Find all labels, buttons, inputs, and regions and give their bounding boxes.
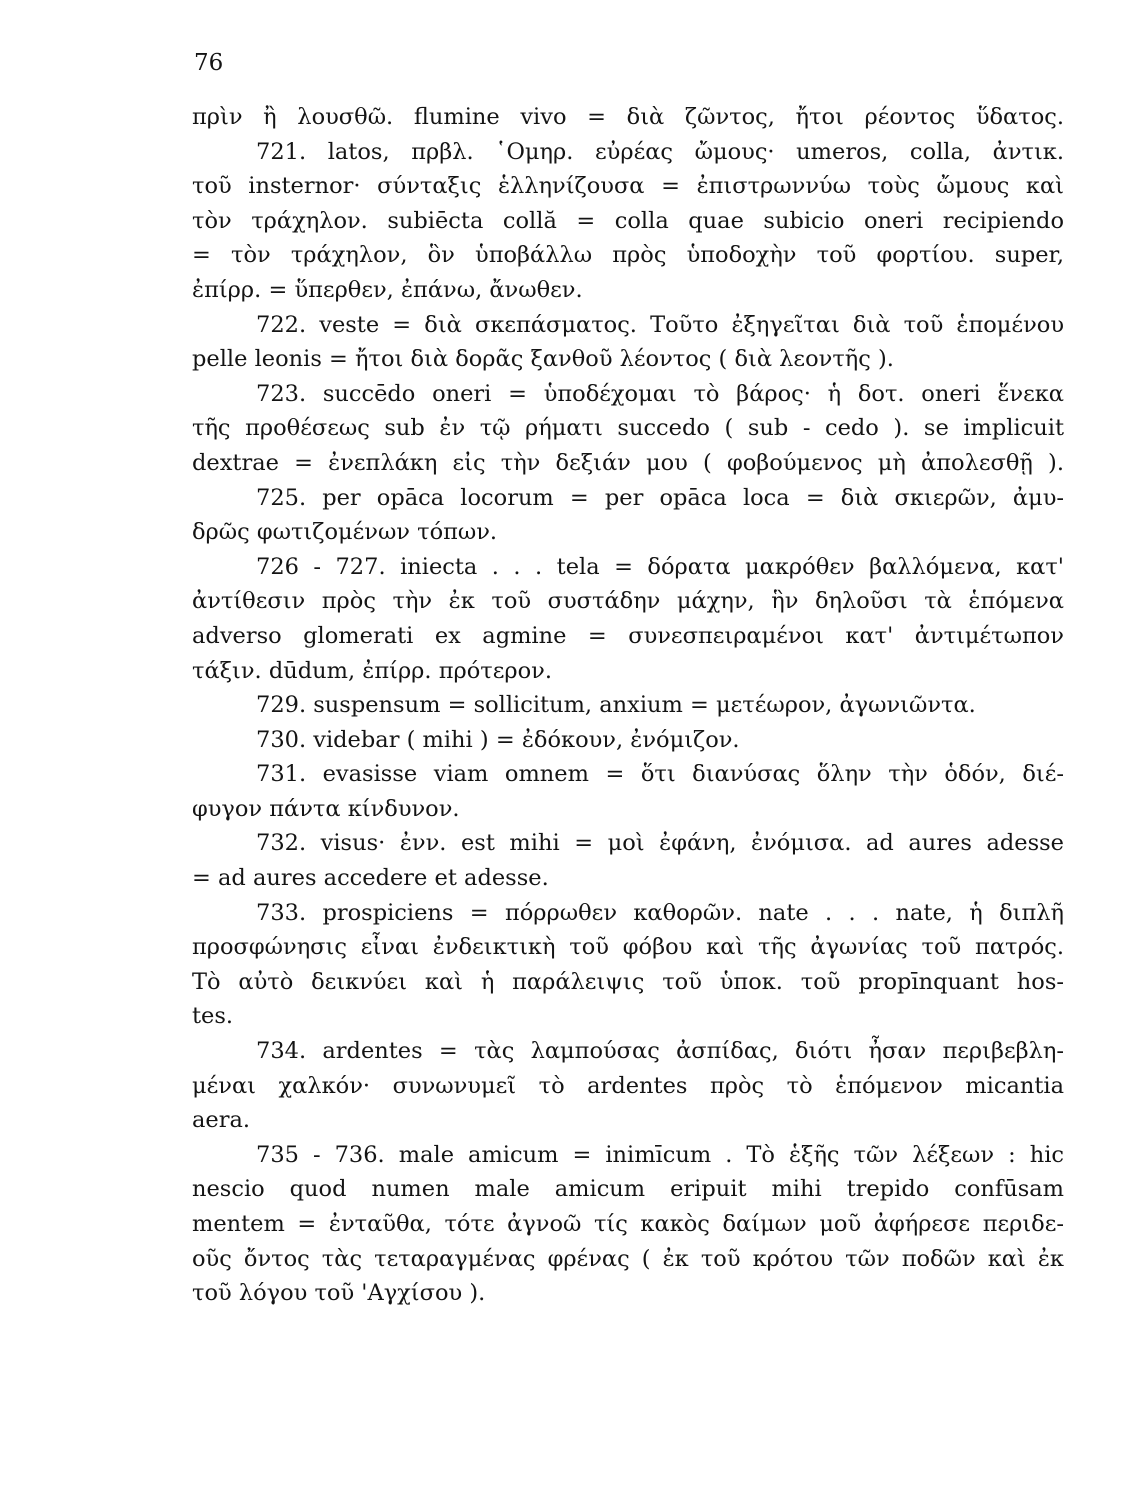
text-line: = ad aures accedere et adesse. <box>192 865 549 892</box>
entry-line: 731. evasisse viam omnem = ὅτι διανύσας ὅλην τὴν ὁδόν, διέ- <box>256 761 1064 788</box>
text-line: τάξιν. dūdum, ἐπίρρ. πρότερον. <box>192 657 552 684</box>
text-line: mentem = ἐνταῦθα, τότε ἀγνοῶ τίς κακὸς δαίμων μοῦ ἀφήρεσε περιδε- <box>192 1211 1064 1237</box>
text-line: φυγον πάντα κίνδυνον. <box>192 795 460 822</box>
text-line: οῦς ὄντος τὰς τεταραγμένας φρένας ( ἐκ τοῦ κρότου τῶν ποδῶν καὶ ἐκ <box>192 1245 1064 1272</box>
entry-line: 725. per opāca locorum = per opāca loca = διὰ σκιερῶν, ἀμυ- <box>256 484 1064 511</box>
entry-line: 721. latos, πρβλ. ῾Ομηρ. εὐρέας ὤμους· umeros, colla, ἀντικ. <box>256 138 1064 165</box>
text-line: τοῦ λόγου τοῦ 'Αγχίσου ). <box>192 1280 486 1307</box>
text-line: τὸν τράχηλον. subiēcta collă = colla quae subicio oneri recipiendo <box>192 207 1064 234</box>
text-line: tes. <box>192 1003 234 1030</box>
text-line: πρὶν ἢ λουσθῶ. flumine vivo = διὰ ζῶντος, ἤτοι ρέοντος ὕδατος. <box>192 104 1064 130</box>
text-line: ἐπίρρ. = ὕπερθεν, ἐπάνω, ἄνωθεν. <box>192 276 583 303</box>
text-line: aera. <box>192 1107 251 1134</box>
text-line: μέναι χαλκόν· συνωνυμεῖ τὸ ardentes πρὸς τὸ ἑπόμενον micantia <box>192 1072 1064 1099</box>
entry-line: 734. ardentes = τὰς λαμπούσας ἀσπίδας, διότι ἦσαν περιβεβλη- <box>256 1038 1064 1065</box>
text-line: τοῦ insternor· σύνταξις ἑλληνίζουσα = ἐπιστρωννύω τοὺς ὤμους καὶ <box>192 173 1064 200</box>
text-line: προσφώνησις εἶναι ἐνδεικτικὴ τοῦ φόβου καὶ τῆς ἀγωνίας τοῦ πατρός. <box>192 934 1064 961</box>
text-line: τῆς προθέσεως sub ἐν τῷ ρήματι succedo ( sub - cedo ). se implicuit <box>192 415 1064 442</box>
entry-line: 732. visus· ἐνν. est mihi = μοὶ ἐφάνη, ἐνόμισα. ad aures adesse <box>256 830 1064 857</box>
text-line: pelle leonis = ἤτοι διὰ δορᾶς ξανθοῦ λέοντος ( διὰ λεοντῆς ). <box>192 346 894 373</box>
text-line: dextrae = ἐνεπλάκη εἰς τὴν δεξιάν μου ( φοβούμενος μὴ ἀπολεσθῇ ). <box>192 449 1064 476</box>
page-body <box>192 100 1064 1311</box>
entry-line: 729. suspensum = sollicitum, anxium = μετέωρον, ἀγωνιῶντα. <box>256 692 976 719</box>
text-line: Τὸ αὐτὸ δεικνύει καὶ ἡ παράλειψις τοῦ ὑποκ. τοῦ propīnquant hos- <box>192 968 1064 995</box>
entry-line: 735 - 736. male amicum = inimīcum . Τὸ ἑξῆς τῶν λέξεων : hic <box>256 1141 1064 1168</box>
text-line: ἀντίθεσιν πρὸς τὴν ἐκ τοῦ συστάδην μάχην, ἣν δηλοῦσι τὰ ἑπόμενα <box>192 588 1064 615</box>
text-line: nescio quod numen male amicum eripuit mihi trepido confūsam <box>192 1176 1064 1203</box>
page-number: 76 <box>194 50 224 76</box>
entry-line: 733. prospiciens = πόρρωθεν καθορῶν. nate . . . nate, ἡ διπλῆ <box>256 899 1064 926</box>
entry-line: 730. videbar ( mihi ) = ἐδόκουν, ἐνόμιζον. <box>256 726 740 753</box>
text-line: adverso glomerati ex agmine = συνεσπειραμένοι κατ' ἀντιμέτωπον <box>192 622 1064 649</box>
text-line: = τὸν τράχηλον, ὃν ὑποβάλλω πρὸς ὑποδοχὴν τοῦ φορτίου. super, <box>192 242 1064 269</box>
entry-line: 726 - 727. iniecta . . . tela = δόρατα μακρόθεν βαλλόμενα, κατ' <box>256 553 1064 580</box>
text-line: δρῶς φωτιζομένων τόπων. <box>192 519 498 546</box>
entry-line: 723. succēdo oneri = ὑποδέχομαι τὸ βάρος· ἡ δοτ. oneri ἕνεκα <box>256 380 1064 407</box>
entry-line: 722. veste = διὰ σκεπάσματος. Τοῦτο ἐξηγεῖται διὰ τοῦ ἑπομένου <box>256 311 1064 338</box>
